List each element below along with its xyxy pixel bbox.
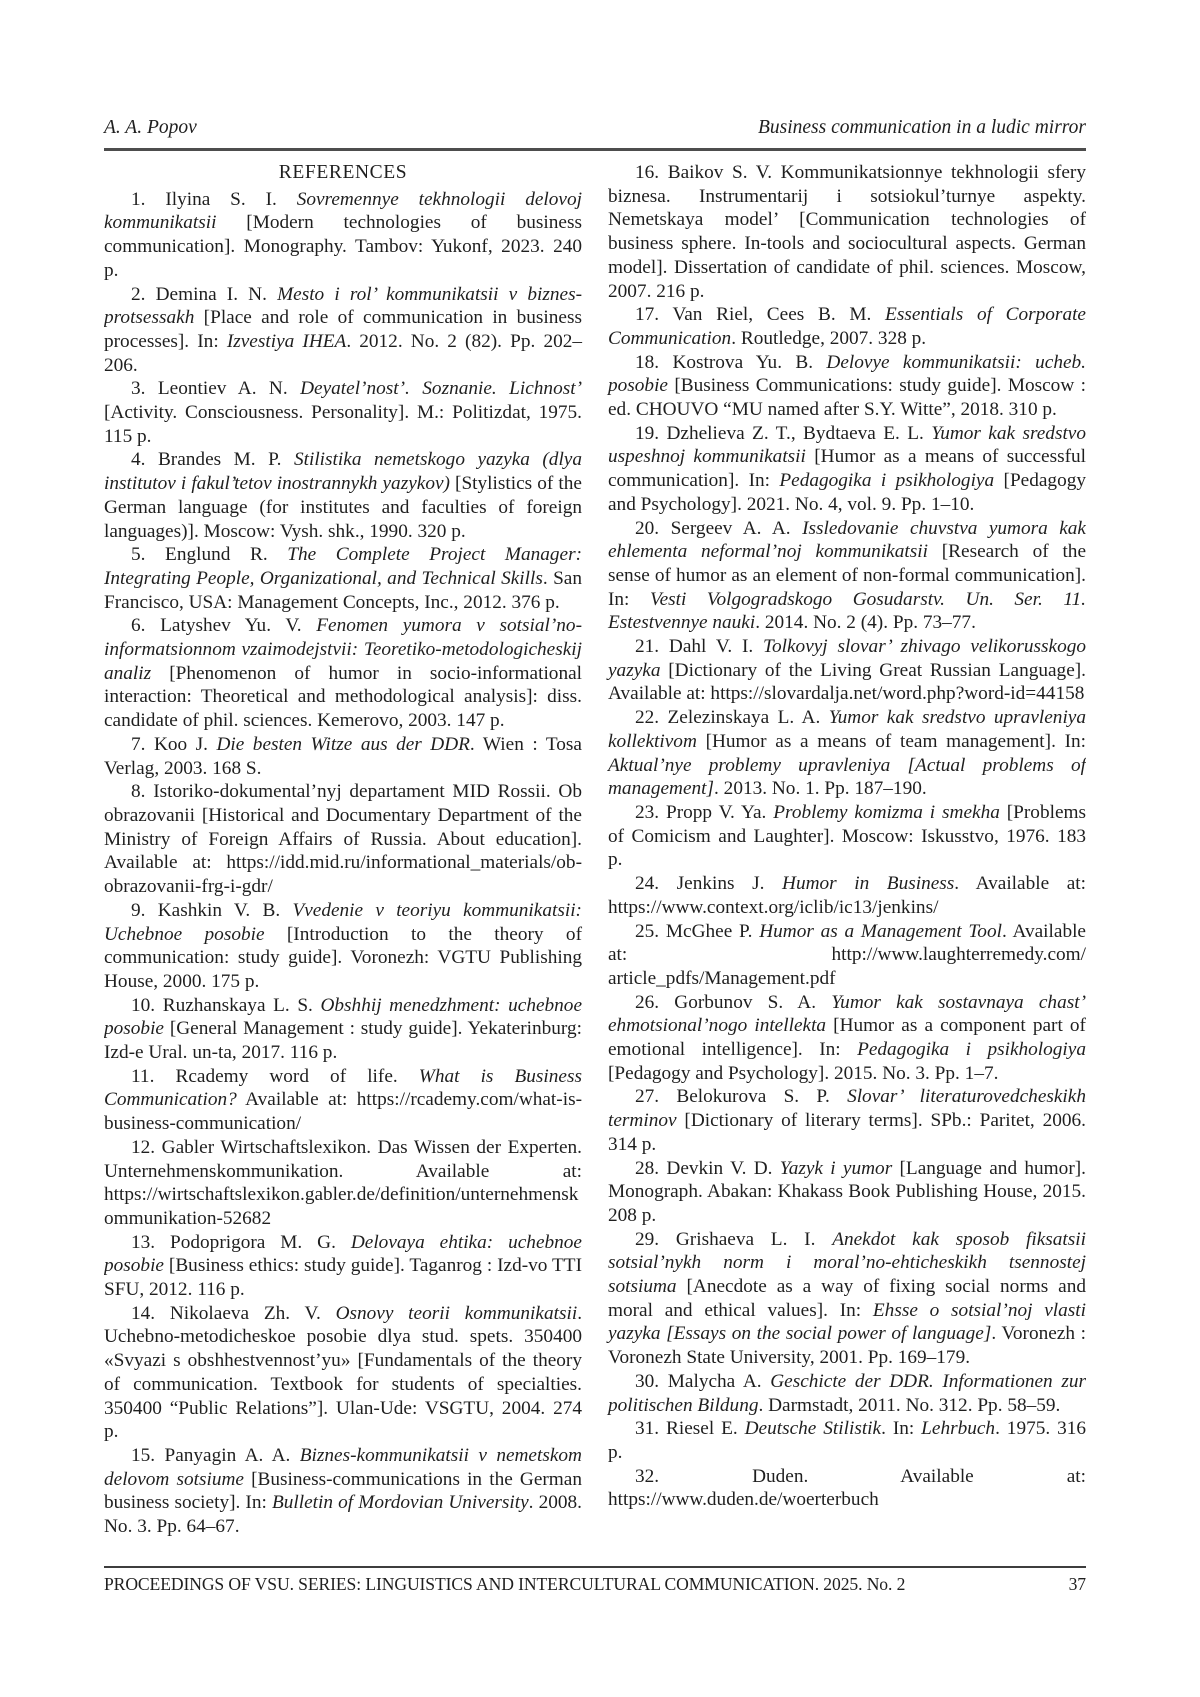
author-name: A. A. Popov [104,117,197,138]
reference-item: 15. Panyagin A. A. Biznes-kommunikatsii v nemetskom delovom sotsiume [Business-communications in the German business society]. In: Bulletin of Mordovian University. 2008. No. 3. Pp. 64–67. [104,1444,583,1538]
reference-item: 24. Jenkins J. Humor in Business. Available at: https://www.context.org/iclib/ic13/jenkins/ [608,873,1086,918]
reference-item: 32. Duden. Available at: https://www.duden.de/woerterbuch [608,1465,1086,1511]
reference-item: 7. Koo J. Die besten Witze aus der DDR. Wien : Tosa Verlag, 2003. 168 S. [104,733,582,779]
reference-item: 2. Demina I. N. Mesto i rol’ kommunikatsii v biznes-protsessakh [Place and role of communication in business processes]. In: Izvestiya IHEA. 2012. No. 2 (82). Pp. 202–206. [104,283,583,376]
reference-item: 18. Kostrova Yu. B. Delovye kommunikatsii: ucheb. posobie [Business Communications: study guide]. Moscow : ed. CHOUVO “MU named after S.Y. Witte”, 2018. 310 p. [608,351,1086,421]
reference-item: 27. Belokurova S. P. Slovar’ literaturovedcheskikh terminov [Dictionary of literary terms]. SPb.: Paritet, 2006. 314 p. [608,1086,1086,1155]
reference-item: 16. Baikov S. V. Kommunikatsionnye tekhnologii sfery biznesa. Instrumentarij i sotsiokul’turnye aspekty. Nemetskaya model’ [Communication technologies of business sphere. In-tools and sociocultural aspects. German model]. Dissertation of candidate of phil. sciences. Moscow, 2007. 216 p. [608,162,1086,302]
references-list-right [608,161,1086,1512]
reference-item: 1. Ilyina S. I. Sovremennye tekhnologii delovoj kommunikatsii [Modern technologies of business communication]. Monography. Tambov: Yukonf, 2023. 240 p. [104,188,582,281]
reference-item: 8. Istoriko-dokumental’nyj departament MID Rossii. Ob obrazovanii [Historical and Documentary Department of the Ministry of Foreign Affairs of Russia. About education]. Available at: https://idd.mid.ru/informational_materials/ob-obrazovanii-frg-i-gdr/ [104,781,582,898]
journal-line: PROCEEDINGS OF VSU. SERIES: LINGUISTICS AND INTERCULTURAL COMMUNICATION. 2025. No. 2 [104,1574,906,1594]
reference-item: 23. Propp V. Ya. Problemy komizma i smekha [Problems of Comicism and Laughter]. Moscow: Iskusstvo, 1976. 183 p. [608,801,1086,871]
reference-item: 3. Leontiev A. N. Deyatel’nost’. Soznanie. Lichnost’ [Activity. Consciousness. Personality]. M.: Politizdat, 1975. 115 p. [104,378,582,447]
reference-item: 14. Nikolaeva Zh. V. Osnovy teorii kommunikatsii. Uchebno-metodicheskoe posobie dlya stud. spets. 350400 «Svyazi s obshhestvennost’yu» [Fundamentals of the theory of communication. Textbook for students of specialties. 350400 “Public Relations”]. Ulan-Ude: VSGTU, 2004. 274 p. [104,1302,583,1443]
reference-item: 9. Kashkin V. B. Vvedenie v teoriyu kommunikatsii: Uchebnoe posobie [Introduction to the theory of communication: study guide]. Voronezh: VGTU Publishing House, 2000. 175 p. [104,899,582,992]
reference-item: 10. Ruzhanskaya L. S. Obshhij menedzhment: uchebnoe posobie [General Management : study guide]. Yekaterinburg: Izd-e Ural. un-ta, 2017. 116 p. [104,994,583,1064]
reference-item: 12. Gabler Wirtschaftslexikon. Das Wissen der Experten. Unternehmenskommunikation. Available at: https://wirtschaftslexikon.gabler.de/definition/unternehmenskommunikation-52682 [104,1136,582,1229]
reference-item: 19. Dzhelieva Z. T., Bydtaeva E. L. Yumor kak sredstvo uspeshnoj kommunikatsii [Humor as a means of successful communication]. In: Pedagogika i psikhologiya [Pedagogy and Psychology]. 2021. No. 4, vol. 9. Pp. 1–10. [608,422,1086,515]
references-column-left [104,161,582,1565]
page-number: 37 [1068,1574,1086,1594]
reference-item: 21. Dahl V. I. Tolkovyj slovar’ zhivago velikorusskogo yazyka [Dictionary of the Living Great Russian Language]. Available at: https://slovardalja.net/word.php?word-id=44158 [608,636,1086,705]
reference-item: 5. Englund R. The Complete Project Manager: Integrating People, Organizational, and Technical Skills. San Francisco, USA: Management Concepts, Inc., 2012. 376 p. [104,544,583,613]
reference-item: 22. Zelezinskaya L. A. Yumor kak sredstvo upravleniya kollektivom [Humor as a means of team management]. In: Aktual’nye problemy upravleniya [Actual problems of management]. 2013. No. 1. Pp. 187–190. [608,707,1086,800]
reference-item: 13. Podoprigora M. G. Delovaya ehtika: uchebnoe posobie [Business ethics: study guide]. Taganrog : Izd-vo TTI SFU, 2012. 116 p. [104,1231,582,1301]
references-heading: REFERENCES [278,162,408,183]
reference-item: 26. Gorbunov S. A. Yumor kak sostavnaya chast’ ehmotsional’nogo intellekta [Humor as a component part of emotional intelligence]. In: Pedagogika i psikhologiya [Pedagogy and Psychology]. 2015. No. 3. Pp. 1–7. [608,991,1086,1084]
reference-item: 31. Riesel E. Deutsche Stilistik. In: Lehrbuch. 1975. 316 p. [608,1418,1086,1463]
reference-item: 4. Brandes M. P. Stilistika nemetskogo yazyka (dlya institutov i fakul’tetov inostrannykh yazykov) [Stylistics of the German language (for institutes and faculties of foreign languages)]. Moscow: Vysh. shk., 1990. 320 p. [104,449,583,542]
running-header [104,116,1086,151]
reference-item: 6. Latyshev Yu. V. Fenomen yumora v sotsial’no-informatsionnom vzaimodejstvii: Teoretiko-metodologicheskij analiz [Phenomenon of humor in socio-informational interaction: Theoretical and methodological analysis]: diss. candidate of phil. sciences. Kemerovo, 2003. 147 p. [104,615,582,732]
reference-item: 17. Van Riel, Cees B. M. Essentials of Corporate Communication. Routledge, 2007. 328 p. [608,304,1086,349]
reference-item: 11. Rcademy word of life. What is Business Communication? Available at: https://rcademy.com/what-is-business-communication/ [104,1065,582,1135]
reference-item: 25. McGhee P. Humor as a Management Tool. Available at: http://www.laughterremedy.com/ article_pdfs/Management.pdf [608,920,1086,989]
reference-item: 20. Sergeev A. A. Issledovanie chuvstva yumora kak ehlementa neformal’noj kommunikatsii [Research of the sense of humor as an element of non-formal communication]. In: Vesti Volgogradskogo Gosudarstv. Un. Ser. 11. Estestvennye nauki. 2014. No. 2 (4). Pp. 73–77. [608,517,1086,634]
page-footer [104,1566,1086,1595]
reference-item: 29. Grishaeva L. I. Anekdot kak sposob fiksatsii sotsial’nykh norm i moral’no-ehticheskikh tsennostej sotsiuma [Anecdote as a way of fixing social norms and moral and ethical values]. In: Ehsse o sotsial’noj vlasti yazyka [Essays on the social power of language]. Voronezh : Voronezh State University, 2001. Pp. 169–179. [608,1228,1086,1369]
references-list-left [104,188,582,1539]
reference-item: 30. Malycha A. Geschicte der DDR. Informationen zur politischen Bildung. Darmstadt, 2011. No. 312. Pp. 58–59. [608,1370,1086,1416]
reference-item: 28. Devkin V. D. Yazyk i yumor [Language and humor]. Monograph. Abakan: Khakass Book Publishing House, 2015. 208 p. [608,1157,1086,1226]
references-column-right [608,161,1086,1565]
running-title: Business communication in a ludic mirror [757,117,1086,138]
references-content [104,161,1086,1565]
